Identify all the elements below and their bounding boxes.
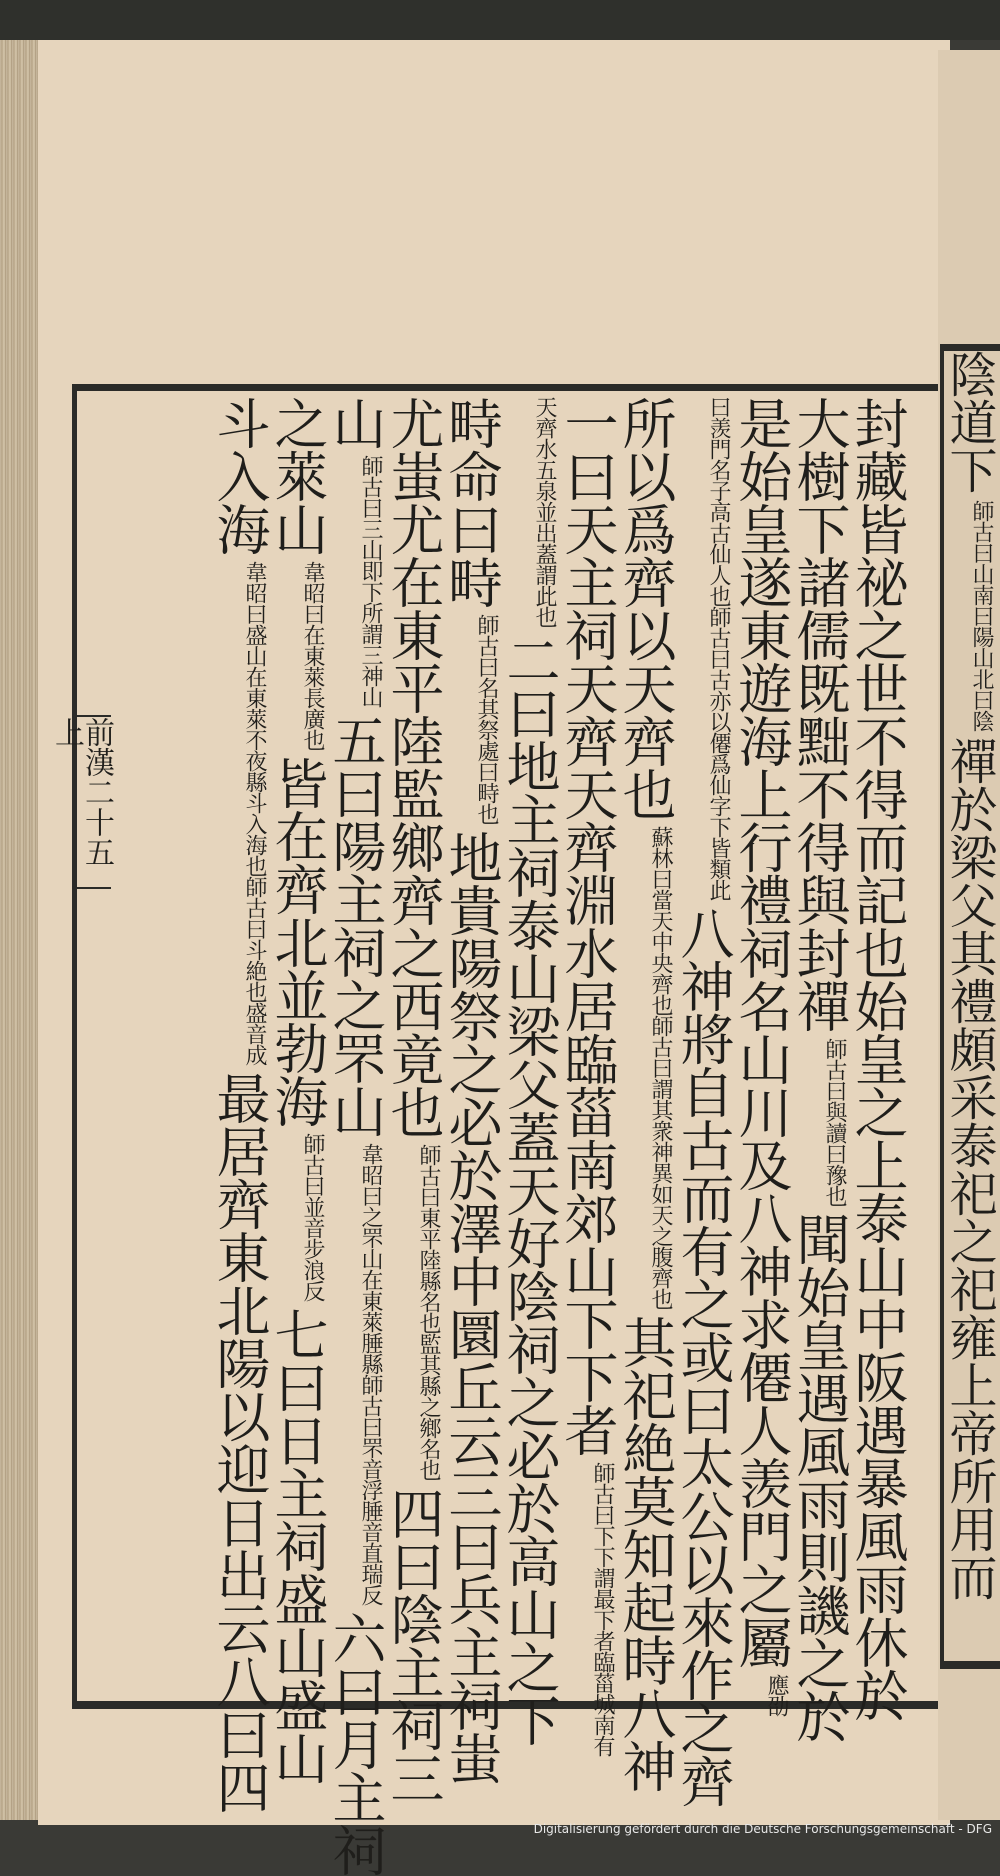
text-column-5: 所以爲齊以天齊也蘇林曰當天中央齊也師古曰謂其衆神異如天之腹齊也其祀絶莫知起時八神	[614, 396, 677, 1792]
next-page-column: 陰道下師古曰山南曰陽山北曰陰禪於梁父其禮頗采泰祀之祀雍上帝所用而	[941, 350, 997, 1601]
annotation: 師古曰名其祭處曰畤也	[474, 614, 499, 824]
text-column-4: 曰羡門名子高古仙人也師古曰古亦以僊爲仙字下皆類此八神將自古而有之或曰太公以來作之齊	[672, 396, 735, 1807]
text-column-12: 斗入海韋昭曰盛山在東萊不夜縣斗入海也師古曰斗絶也盛音成最居齊東北陽以迎日出云八曰四	[208, 396, 271, 1813]
annotation: 師古曰三山即下所謂三神山	[358, 455, 383, 707]
annotation: 天齊水五泉並出蓋謂此也	[532, 396, 557, 627]
text-column-3: 是始皇遂東遊海上行禮祠名山川及八神求僊人羡門之屬應劭	[730, 396, 793, 1716]
top-background	[0, 0, 1000, 40]
footer-credit: Digitalisierung gefördert durch die Deutsche Forschungsgemeinschaft - DFG	[533, 1822, 992, 1836]
annotation: 應劭	[764, 1674, 789, 1716]
text-column-2: 大樹下諸儒既黜不得與封禪師古曰與讀曰豫也聞始皇遇風雨則譏之於	[788, 396, 851, 1742]
text-column-10: 山師古曰三山即下所謂三神山五曰陽主祠之罘山韋昭曰之罘山在東萊腄縣師古曰罘音浮腄音直瑞反六曰月主祠	[324, 396, 387, 1876]
annotation: 師古曰下下謂最下者臨菑城南有	[590, 1462, 615, 1756]
annotation: 師古曰山南曰陽山北曰陰	[969, 500, 994, 731]
annotation: 蘇林曰當天中央齊也師古曰謂其衆神異如天之腹齊也	[648, 826, 673, 1309]
text-column-11: 之萊山韋昭曰在東萊長廣也皆在齊北並勃海師古曰並音步浪反七曰日主祠盛山盛山	[266, 396, 329, 1784]
text-column-7: 天齊水五泉並出蓋謂此也二曰地主祠泰山梁父蓋天好陰祠之必於高山之下	[498, 396, 561, 1746]
annotation: 韋昭曰盛山在東萊不夜縣斗入海也師古曰斗絶也盛音成	[242, 561, 267, 1065]
annotation: 曰羡門名子高古仙人也師古曰古亦以僊爲仙字下皆類此	[706, 396, 731, 900]
annotation: 韋昭曰之罘山在東萊腄縣師古曰罘音浮腄音直瑞反	[358, 1143, 383, 1605]
annotation: 師古曰東平陸縣名也監其縣之鄉名也	[416, 1144, 441, 1480]
text-column-6: 一曰天主祠天齊天齊淵水居臨菑南郊山下下者師古曰下下謂最下者臨菑城南有	[556, 396, 619, 1756]
text-column-8: 畤命曰畤師古曰名其祭處曰畤也地貴陽祭之必於澤中圜丘云三曰兵主祠蚩	[440, 396, 503, 1784]
margin-label: 前漢二十五上	[73, 715, 111, 889]
annotation: 師古曰與讀曰豫也	[822, 1038, 847, 1206]
book-page-edges	[0, 40, 38, 1820]
annotation: 師古曰並音步浪反	[300, 1133, 325, 1301]
text-column-9: 尤蚩尤在東平陸監鄉齊之西竟也師古曰東平陸縣名也監其縣之鄉名也四曰陰主祠三	[382, 396, 445, 1804]
text-column-1: 封藏皆祕之世不得而記也始皇之上泰山中阪遇暴風雨休於	[846, 396, 909, 1721]
annotation: 韋昭曰在東萊長廣也	[300, 561, 325, 750]
